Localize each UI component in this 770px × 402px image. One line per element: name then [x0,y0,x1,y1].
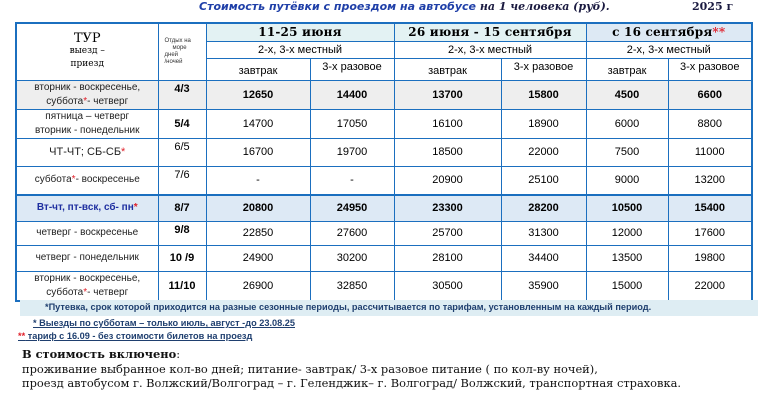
table-row [16,166,752,195]
tour-dates [16,109,158,138]
nights-cell: 7/6 [158,166,206,195]
price-cell: 18500 [394,138,501,166]
meal-breakfast-header: завтрак [586,58,668,80]
rest-days-header [158,23,206,80]
period-label: 11-25 июня [258,25,342,40]
price-cell: 18900 [501,109,586,138]
room-type-header: 2-х, 3-х местный [394,41,586,58]
tour-line [17,286,158,300]
price-cell: 22000 [668,271,752,301]
tour-header-line3: приезд [70,59,105,70]
tour-line [17,95,158,109]
rest-line: море [172,44,187,51]
price-cell: 13700 [394,80,501,109]
tour-dates [16,195,158,221]
title-per-person: на 1 человека (руб). [476,0,610,13]
tour-dates [16,271,158,301]
nights-cell: 6/5 [158,138,206,166]
price-cell: 12650 [206,80,310,109]
asterisk-mark: * [121,146,126,158]
asterisk-mark: * [71,174,76,186]
table-row [16,80,752,109]
title-text [199,0,610,13]
price-cell: 13500 [586,245,668,271]
price-cell: 28200 [501,195,586,221]
meal-full-header: 3-х разовое [501,58,586,80]
price-cell: 13200 [668,166,752,195]
rest-line: /ночей [164,58,183,65]
nights-cell: 4/3 [158,80,206,109]
price-cell: 15800 [501,80,586,109]
price-cell: 17050 [310,109,394,138]
period-header-3 [586,23,752,41]
price-cell: 22000 [501,138,586,166]
tour-dates [16,138,158,166]
tour-line: вторник - понедельник [35,124,140,136]
price-cell: 25100 [501,166,586,195]
footnote-season [20,300,758,316]
price-cell: 19800 [668,245,752,271]
table-row [16,221,752,245]
price-cell: 32850 [310,271,394,301]
price-cell: - [310,166,394,195]
price-cell: 17600 [668,221,752,245]
included-line-2: проезд автобусом г. Волжский/Волгоград – г. Геленджик– г. Волгоград/ Волжский, транспортная страховка. [22,376,681,390]
price-cell: 26900 [206,271,310,301]
price-cell: 20800 [206,195,310,221]
price-cell: 23300 [394,195,501,221]
room-type-header: 2-х, 3-х местный [206,41,394,58]
tour-line: пятница – четверг [45,110,130,122]
price-cell: 25700 [394,221,501,245]
footnote-season-text: *Путевка, срок которой приходится на разные сезонные периоды, рассчитывается по тарифам, установленным на каждый период. [45,302,652,312]
price-cell: 16700 [206,138,310,166]
price-cell: 14400 [310,80,394,109]
price-cell: 24900 [206,245,310,271]
tour-dates [16,80,158,109]
room-type-header: 2-х, 3-х местный [586,41,752,58]
price-cell: 15400 [668,195,752,221]
asterisk-mark: * [83,286,88,298]
table-row [16,245,752,271]
rest-line: Отдых на [164,37,191,44]
meal-full-header: 3-х разовое [310,58,394,80]
price-cell: 30500 [394,271,501,301]
meal-full-header: 3-х разовое [668,58,752,80]
nights-cell: 5/4 [158,109,206,138]
title-year: 2025 г [692,0,734,13]
price-table [15,22,753,302]
period-label: с 16 сентября [612,25,713,40]
nights-cell: 9/8 [158,221,206,245]
tour-text: - четверг [87,95,129,107]
price-cell: 22850 [206,221,310,245]
price-cell: 8800 [668,109,752,138]
included-heading-text: В стоимость включено [22,347,177,361]
tour-header-line2: выезд – [69,46,105,57]
price-cell: 10500 [586,195,668,221]
tour-header-title: ТУР [73,31,101,47]
double-asterisk-mark: ** [18,331,26,341]
table-row-highlighted [16,195,752,221]
tour-text: Вт-чт, пт-вск, сб- пн [36,202,134,214]
period-header-2 [394,23,586,41]
price-cell: 16100 [394,109,501,138]
nights-cell: 11/10 [158,271,206,301]
footnote-tariff [18,331,252,341]
tour-text: суббота [46,95,84,107]
price-cell: 30200 [310,245,394,271]
table-row [16,138,752,166]
price-cell: 28100 [394,245,501,271]
tour-text: - воскресенье [75,174,140,186]
price-cell: 31300 [501,221,586,245]
price-cell: 6600 [668,80,752,109]
tour-text: ЧТ-ЧТ; СБ-СБ [49,146,122,158]
tour-dates: четверг - понедельник [16,245,158,271]
price-cell: 12000 [586,221,668,245]
tour-text: суббота [46,286,84,298]
price-cell: 14700 [206,109,310,138]
included-colon: : [176,347,181,361]
price-cell: 27600 [310,221,394,245]
price-cell: 4500 [586,80,668,109]
tour-dates [16,166,158,195]
price-cell: - [206,166,310,195]
meal-breakfast-header: завтрак [394,58,501,80]
tour-text: суббота [34,174,72,186]
footnote-saturday: * Выезды по субботам – только июль, август -до 23.08.25 [33,318,295,328]
title-main: Стоимость путёвки с проездом на автобусе [199,0,477,13]
included-line-1: проживание выбранное кол-во дней; питание- завтрак/ 3-х разовое питание ( по кол-ву ночей), [22,361,598,376]
price-cell: 35900 [501,271,586,301]
tour-dates: четверг - воскресенье [16,221,158,245]
nights-cell: 10 /9 [158,245,206,271]
price-cell: 34400 [501,245,586,271]
price-cell: 6000 [586,109,668,138]
tour-header [16,23,158,80]
asterisk-mark: * [83,95,88,107]
table-row [16,271,752,301]
tour-text: - четверг [87,286,129,298]
period-header-1 [206,23,394,41]
included-heading [22,347,681,362]
table-row [16,109,752,138]
period-label: 26 июня - 15 сентября [408,25,572,40]
rest-line: дней [164,51,179,58]
meal-breakfast-header: завтрак [206,58,310,80]
price-cell: 19700 [310,138,394,166]
page-title [0,0,770,16]
price-cell: 7500 [586,138,668,166]
double-asterisk-mark: ** [712,25,726,40]
price-cell: 9000 [586,166,668,195]
price-cell: 20900 [394,166,501,195]
footnote-tariff-text: тариф с 16.09 - без стоимости билетов на проезд [25,331,253,341]
nights-cell: 8/7 [158,195,206,221]
price-cell: 24950 [310,195,394,221]
tour-line: вторник - воскресенье, [34,81,141,93]
price-cell: 11000 [668,138,752,166]
tour-line: вторник - воскресенье, [34,272,141,284]
price-cell: 15000 [586,271,668,301]
included-section [22,347,681,391]
asterisk-mark: * [133,202,138,214]
